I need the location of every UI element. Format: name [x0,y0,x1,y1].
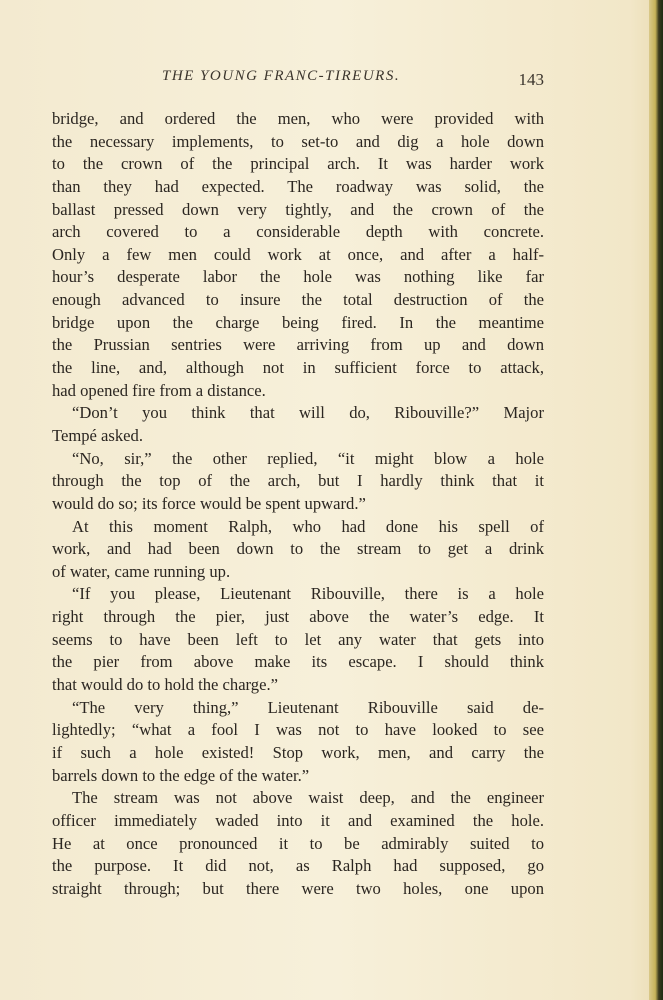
text-line: the purpose. It did not, as Ralph had supposed, go [52,856,544,876]
text-line: the pier from above make its escape. I should think [52,652,544,672]
text-line: enough advanced to insure the total destruction of the [52,290,544,310]
text-line: straight through; but there were two holes, one upon [52,878,544,898]
text-line: through the top of the arch, but I hardly think that it [52,471,544,491]
text-line: barrels down to the edge of the water.” [52,765,310,785]
text-line: the necessary implements, to set-to and dig a hole down [52,131,544,151]
text-line: right through the pier, just above the water’s edge. It [52,607,544,627]
text-line: the Prussian sentries were arriving from up and down [52,335,544,355]
page-number: 143 [518,70,544,89]
text-line: Tempé asked. [52,425,143,445]
text-line: At this moment Ralph, who had done his spell of [72,516,544,536]
running-title: THE YOUNG FRANC-TIREURS. [162,68,401,84]
text-line: Only a few men could work at once, and after a half- [52,244,544,264]
text-line: bridge upon the charge being fired. In the meantime [52,312,544,332]
text-line: bridge, and ordered the men, who were provided with [52,109,544,128]
text-line: lightedly; “what a fool I was not to have looked to see [52,720,544,740]
text-line: ballast pressed down very tightly, and the crown of the [52,199,544,219]
text-line: would do so; its force would be spent upward.” [52,493,366,513]
text-line: “If you please, Lieutenant Ribouville, there is a hole [72,584,544,604]
page-edge [649,0,663,1000]
text-line: hour’s desperate labor the hole was nothing like far [52,267,544,287]
text-line: if such a hole existed! Stop work, men, and carry the [52,742,544,762]
text-line: arch covered to a considerable depth with concrete. [52,222,544,242]
text-line: that would do to hold the charge.” [52,675,278,695]
text-line: “No, sir,” the other replied, “it might blow a hole [72,448,544,468]
text-line: the line, and, although not in sufficient force to attack, [52,358,544,378]
text-line: of water, came running up. [52,561,231,581]
text-line: “Don’t you think that will do, Ribouville?” Major [72,403,544,423]
text-line: seems to have been left to let any water that gets into [52,629,544,649]
text-line: He at once pronounced it to be admirably suited to [52,833,544,853]
text-line: than they had expected. The roadway was solid, the [52,176,544,196]
text-line: officer immediately waded into it and examined the hole. [52,810,544,830]
text-line: “The very thing,” Lieutenant Ribouville said de- [72,697,544,717]
body-text [52,108,544,900]
page-header [52,68,544,94]
text-line: The stream was not above waist deep, and the engineer [72,788,544,808]
text-line: work, and had been down to the stream to get a drink [52,539,544,559]
text-line: had opened fire from a distance. [52,380,266,400]
text-line: to the crown of the principal arch. It was harder work [52,154,544,174]
